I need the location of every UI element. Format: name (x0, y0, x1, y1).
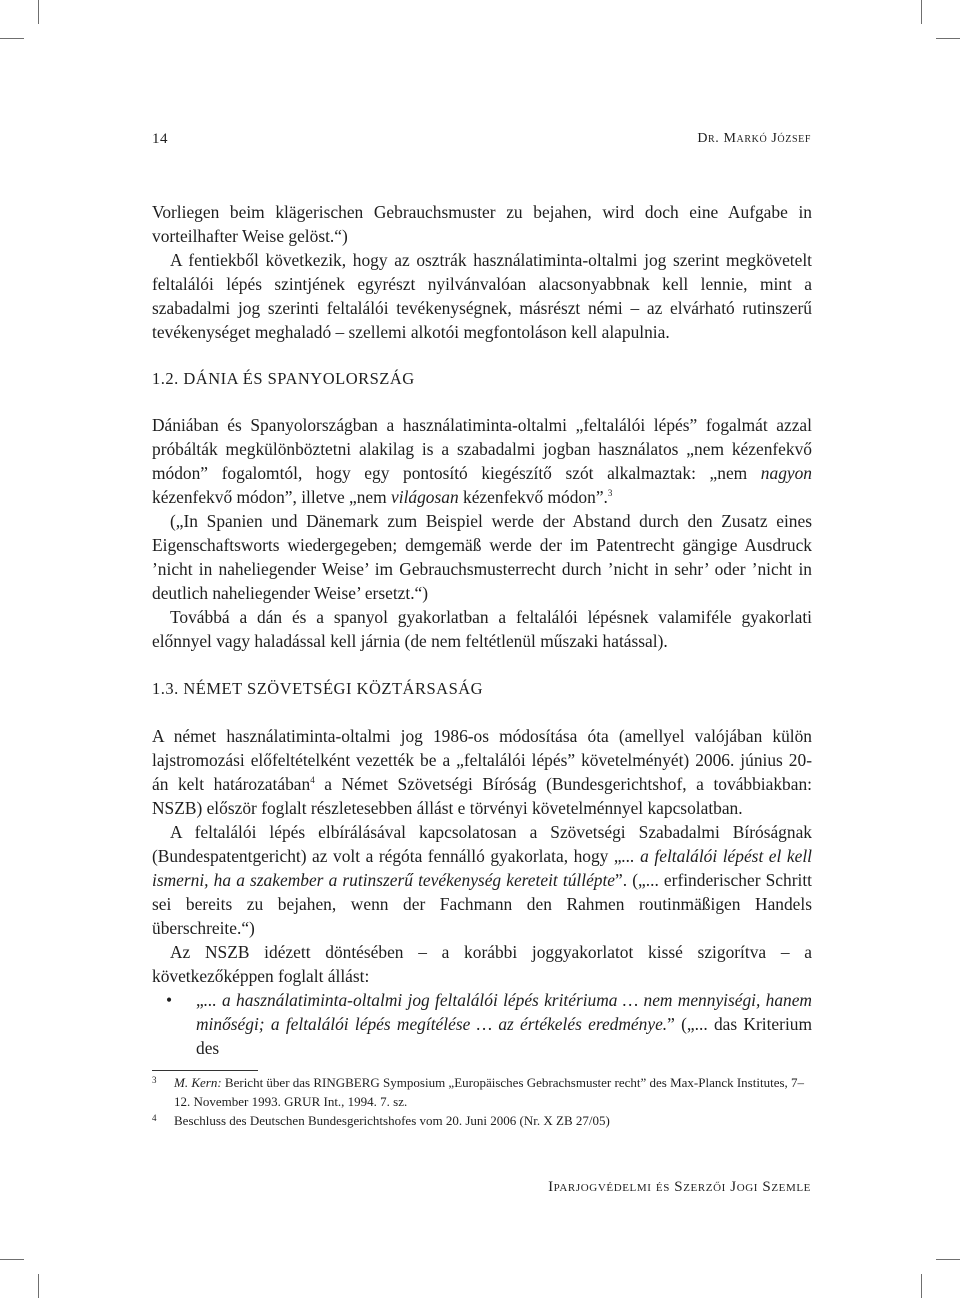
footnote-ref: 4 (310, 775, 315, 786)
intro-text (152, 200, 812, 344)
bullet-item: • „... a használatiminta-oltalmi jog feltalálói lépés kritériuma … nem mennyiségi, hanem minőségi; a feltalálói lépés megítélése … az értékelés eredménye.” („... das Kriterium des (166, 990, 812, 1058)
section-heading: 1.2. DÁNIA ÉS SPANYOLORSZÁG (152, 369, 415, 388)
paragraph: A feltalálói lépés elbírálásával kapcsolatosan a Szövetségi Szabadalmi Bíróságnak (Bundespatentgericht) az volt a régóta fennálló gyakorlata, hogy „... a feltalálói lépést el kell ismerni, ha a szakember a rutinszerű tevékenység kereteit túllépte”. („... erfinderischer Schritt sei bereits zu bejahen, wenn der Fachmann den Rahmen routinmäßigen Handels überschreite.“) (152, 822, 812, 938)
crop-mark (38, 1274, 39, 1298)
footnote-number: 3 (152, 1075, 157, 1085)
crop-mark (38, 0, 39, 24)
section-heading: 1.3. NÉMET SZÖVETSÉGI KÖZTÁRSASÁG (152, 679, 484, 698)
bullet-icon: • (166, 990, 173, 1010)
crop-mark (0, 38, 24, 39)
footnote: 3 M. Kern: Bericht über das RINGBERG Symposium „Europäisches Gebrachsmuster recht” des Max-Planck Institutes, 7–12. November 1993. GRUR Int., 1994. 7. sz. (152, 1073, 812, 1111)
paragraph: A fentiekből következik, hogy az osztrák használatiminta-oltalmi jog szerint megkövetelt feltalálói lépés szintjének egyrészt nyilvánvalóan alacsonyabbnak kell lennie, mint a szabadalmi jog szerinti feltalálói tevékenységnek, másrészt némi – az elvárható rutinszerű tevékenységet meghaladó – szellemi alkotói megfontoláson kell alapulnia. (152, 250, 812, 342)
footnote: 4 Beschluss des Deutschen Bundesgerichtshofes vom 20. Juni 2006 (Nr. X ZB 27/05) (152, 1111, 812, 1130)
paragraph: Az NSZB idézett döntésében – a korábbi joggyakorlatot kissé szigorítva – a következőképpen foglalt állást: (152, 942, 812, 986)
paragraph: Továbbá a dán és a spanyol gyakorlatban a feltalálói lépésnek valamiféle gyakorlati előnnyel vagy haladással kell járnia (de nem feltétlenül műszaki hatással). (152, 607, 812, 651)
footnote-number: 4 (152, 1113, 157, 1123)
paragraph: („In Spanien und Dänemark zum Beispiel werde der Abstand durch den Zusatz eines Eigenschaftsworts wiedergegeben; demgemäß werde der im Patentrecht gängige Ausdruck ’nicht in naheliegender Weise’ im Gebrauchsmusterrecht durch ’nicht in sehr’ oder ’nicht in deutlich naheliegender Weise’ ersetzt.“) (152, 511, 812, 603)
footnote-divider (152, 1070, 258, 1071)
paragraph: A német használatiminta-oltalmi jog 1986-os módosítása óta (amellyel valójában külön lajstromozási előfeltételként vezették be a „feltalálói lépés” követelményét) 2006. június 20-án kelt határozatában$^4$ a Német Szövetségi Bíróság (Bundesgerichtshof, a továbbiakban: NSZB) először foglalt részletesebben állást e törvényi követelménnyel kapcsolatban. (152, 726, 812, 818)
paragraph: Dániában és Spanyolországban a használatiminta-oltalmi „feltalálói lépés” fogalmát azzal próbálták megkülönböztetni alakilag is a szabadalmi jogban használatos „nem kézenfekvő módon” fogalomtól, hogy egy pontosító kiegészítő szót alkalmaztak: „nem nagyon kézenfekvő módon”, illetve „nem világosan kézenfekvő módon”.$^3$ (152, 415, 812, 507)
section-1-2-text (152, 413, 812, 653)
crop-mark (921, 1274, 922, 1298)
crop-mark (921, 0, 922, 24)
running-head-author: Dr. Markó József (697, 131, 811, 146)
paragraph: Vorliegen beim klägerischen Gebrauchsmuster zu bejahen, wird doch eine Aufgabe in vorteilhafter Weise gelöst.“) (152, 202, 812, 246)
footnote-ref: 3 (607, 488, 613, 499)
running-foot-journal: Iparjogvédelmi és Szerzői Jogi Szemle (548, 1179, 811, 1195)
page-number: 14 (152, 131, 168, 147)
footnotes (152, 1073, 812, 1130)
crop-mark (936, 1259, 960, 1260)
crop-mark (0, 1259, 24, 1260)
section-1-3-text (152, 724, 812, 1060)
crop-mark (936, 38, 960, 39)
